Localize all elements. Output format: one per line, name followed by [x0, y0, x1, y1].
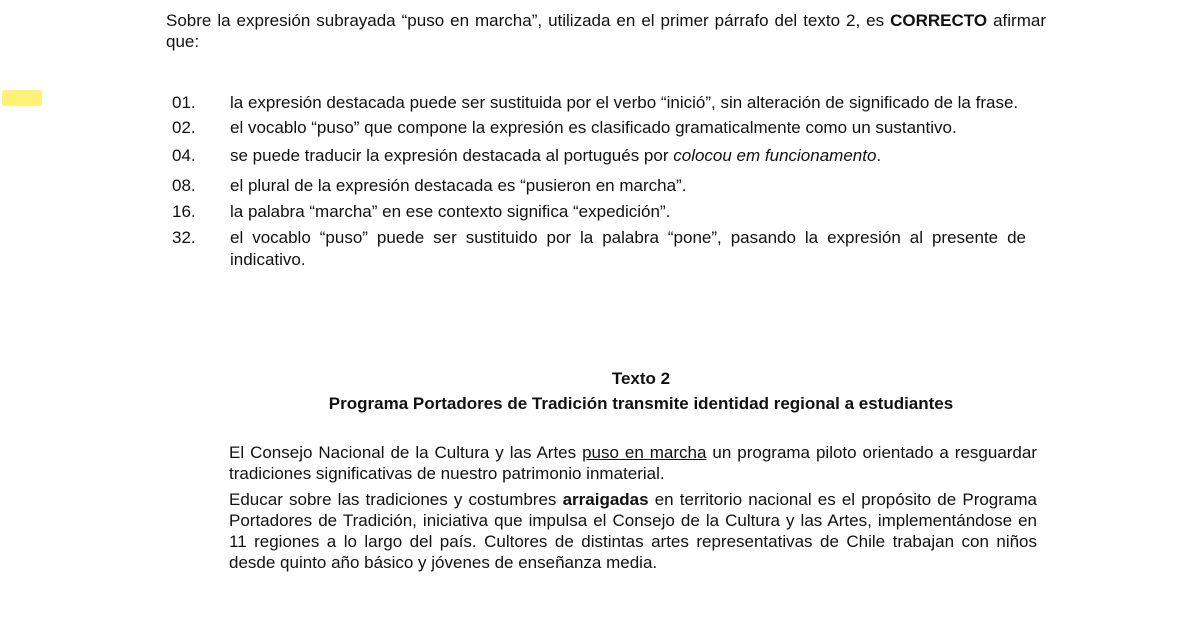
text2-paragraph-1 — [229, 442, 1037, 484]
option-02 — [172, 117, 1032, 139]
option-text-before: se puede traducir la expresión destacada al portugués por — [230, 146, 674, 165]
option-text — [230, 145, 1026, 167]
question-statement — [166, 10, 1046, 52]
paragraph-text: El Consejo Nacional de la Cultura y las Artes — [229, 443, 583, 462]
option-text: el vocablo “puso” puede ser sustituido por la palabra “pone”, pasando la expresión al presente de indicativo. — [230, 228, 1026, 269]
question-text-part2: afirmar que: — [166, 11, 1046, 51]
option-text: la palabra “marcha” en ese contexto significa “expedición”. — [230, 202, 671, 221]
text2-body — [229, 442, 1037, 578]
bold-word: arraigadas — [562, 490, 649, 509]
option-08 — [172, 175, 1032, 197]
option-text-after: . — [876, 146, 882, 165]
option-number: 02. — [172, 118, 196, 137]
option-16 — [172, 201, 1032, 223]
answer-options-list — [172, 92, 1032, 271]
option-number: 08. — [172, 176, 196, 195]
option-number: 32. — [172, 228, 196, 247]
option-number: 04. — [172, 146, 196, 165]
option-32 — [172, 227, 1032, 271]
option-text: el plural de la expresión destacada es “pusieron en marcha”. — [230, 176, 687, 195]
question-text-part1: Sobre la expresión subrayada “puso en marcha”, utilizada en el primer párrafo del texto 2, es — [166, 11, 891, 30]
paragraph-text: un programa piloto orientado a resguardar tradiciones significativas de nuestro patrimonio inmaterial. — [229, 443, 1038, 483]
paragraph-text: en territorio nacional es el propósito de Programa Portadores de Tradición, iniciativa que impulsa el Consejo de la Cultura y las Artes, implementándose en 11 regiones a lo largo del país. Cultores de distintas artes representativas de Chile trabajan con niños desde quinto año básico y jóvenes de enseñanza media. — [229, 490, 1037, 572]
option-text-italic: colocou em funcionamento — [673, 146, 877, 165]
question-bold-word: CORRECTO — [890, 11, 988, 30]
yellow-highlight-mark — [2, 90, 42, 106]
option-number: 01. — [172, 93, 196, 112]
option-number: 16. — [172, 202, 196, 221]
paragraph-text: Educar sobre las tradiciones y costumbres — [229, 490, 563, 509]
text2-label: Texto 2 — [611, 369, 671, 388]
option-01 — [172, 92, 1032, 114]
text2-heading — [226, 366, 1056, 416]
underlined-expression: puso en marcha — [582, 443, 707, 462]
text2-paragraph-2 — [229, 489, 1037, 573]
option-04 — [172, 145, 1032, 167]
option-text: la expresión destacada puede ser sustituida por el verbo “inició”, sin alteración de significado de la frase. — [230, 93, 1019, 112]
option-text: el vocablo “puso” que compone la expresión es clasificado gramaticalmente como un sustantivo. — [230, 118, 957, 137]
text2-title: Programa Portadores de Tradición transmite identidad regional a estudiantes — [328, 394, 954, 413]
